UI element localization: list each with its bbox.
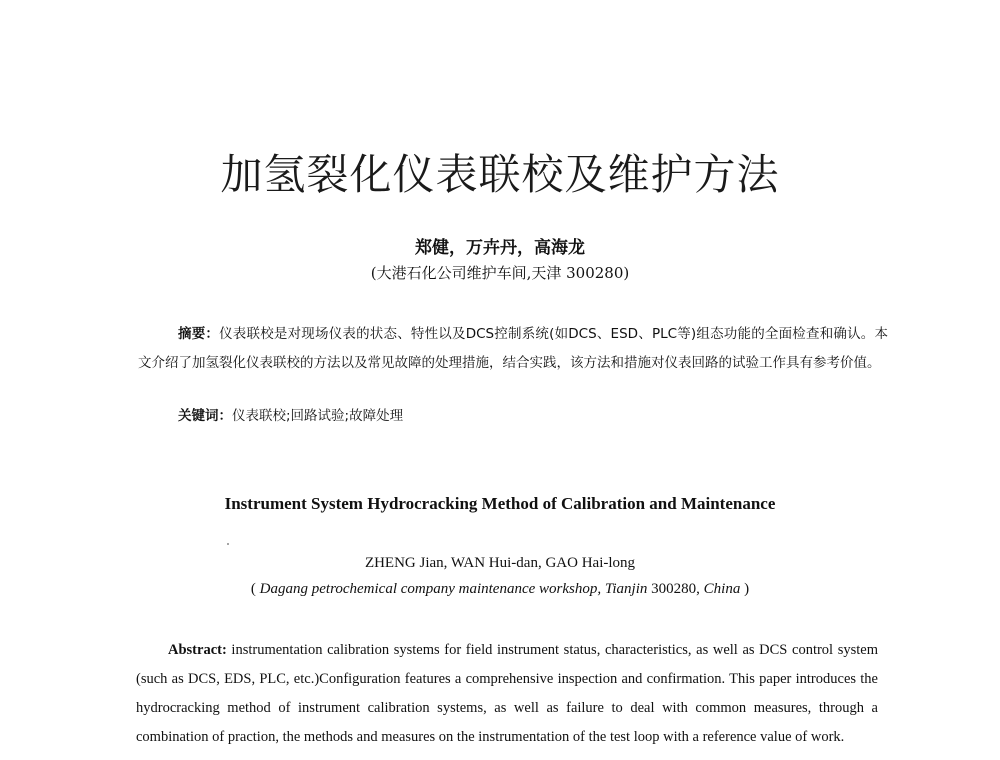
english-abstract-text: instrumentation calibration systems for field instrument status, characteristics, as well as DCS control system (such as DCS, EDS, PLC, etc.)Configuration features a comprehensive inspection and confirmation. This paper introduces the hydrocracking method of instrument calibration systems, as well as failure to deal with common measures, through a combination of praction, the methods and measures on the instrumentation of the test loop with a reference value of work. [136,642,878,745]
chinese-keywords-text: 仪表联校;回路试验;故障处理 [232,408,404,424]
affiliation-country: China [703,581,741,597]
affiliation-postcode: 300280, [647,581,704,597]
chinese-keywords-label: 关键词： [178,408,232,424]
english-affiliation [0,581,1000,598]
chinese-title: 加氢裂化仪表联校及维护方法 [220,150,780,199]
affiliation-open-paren: ( [250,581,260,597]
english-abstract [136,636,878,752]
chinese-abstract-text: 仪表联校是对现场仪表的状态、特性以及DCS控制系统(如DCS、ESD、PLC等)组态功能的全面检查和确认。本文介绍了加氢裂化仪表联校的方法以及常见故障的处理措施，结合实践，该方法和措施对仪表回路的试验工作具有参考价值。 [138,326,889,371]
chinese-affiliation: (大港石化公司维护车间,天津 300280) [370,264,630,282]
chinese-authors: 郑健，万卉丹，高海龙 [415,238,585,258]
affiliation-close-paren: ) [740,581,750,597]
chinese-keywords [178,404,403,424]
affiliation-organization: Dagang petrochemical company maintenance workshop, Tianjin [259,581,648,597]
scan-speck [227,543,229,545]
english-authors: ZHENG Jian, WAN Hui-dan, GAO Hai-long [364,555,636,571]
chinese-abstract-label: 摘要： [178,326,220,342]
english-abstract-label: Abstract: [168,642,227,658]
chinese-abstract [138,320,888,378]
english-title: Instrument System Hydrocracking Method of Calibration and Maintenance [224,494,776,513]
